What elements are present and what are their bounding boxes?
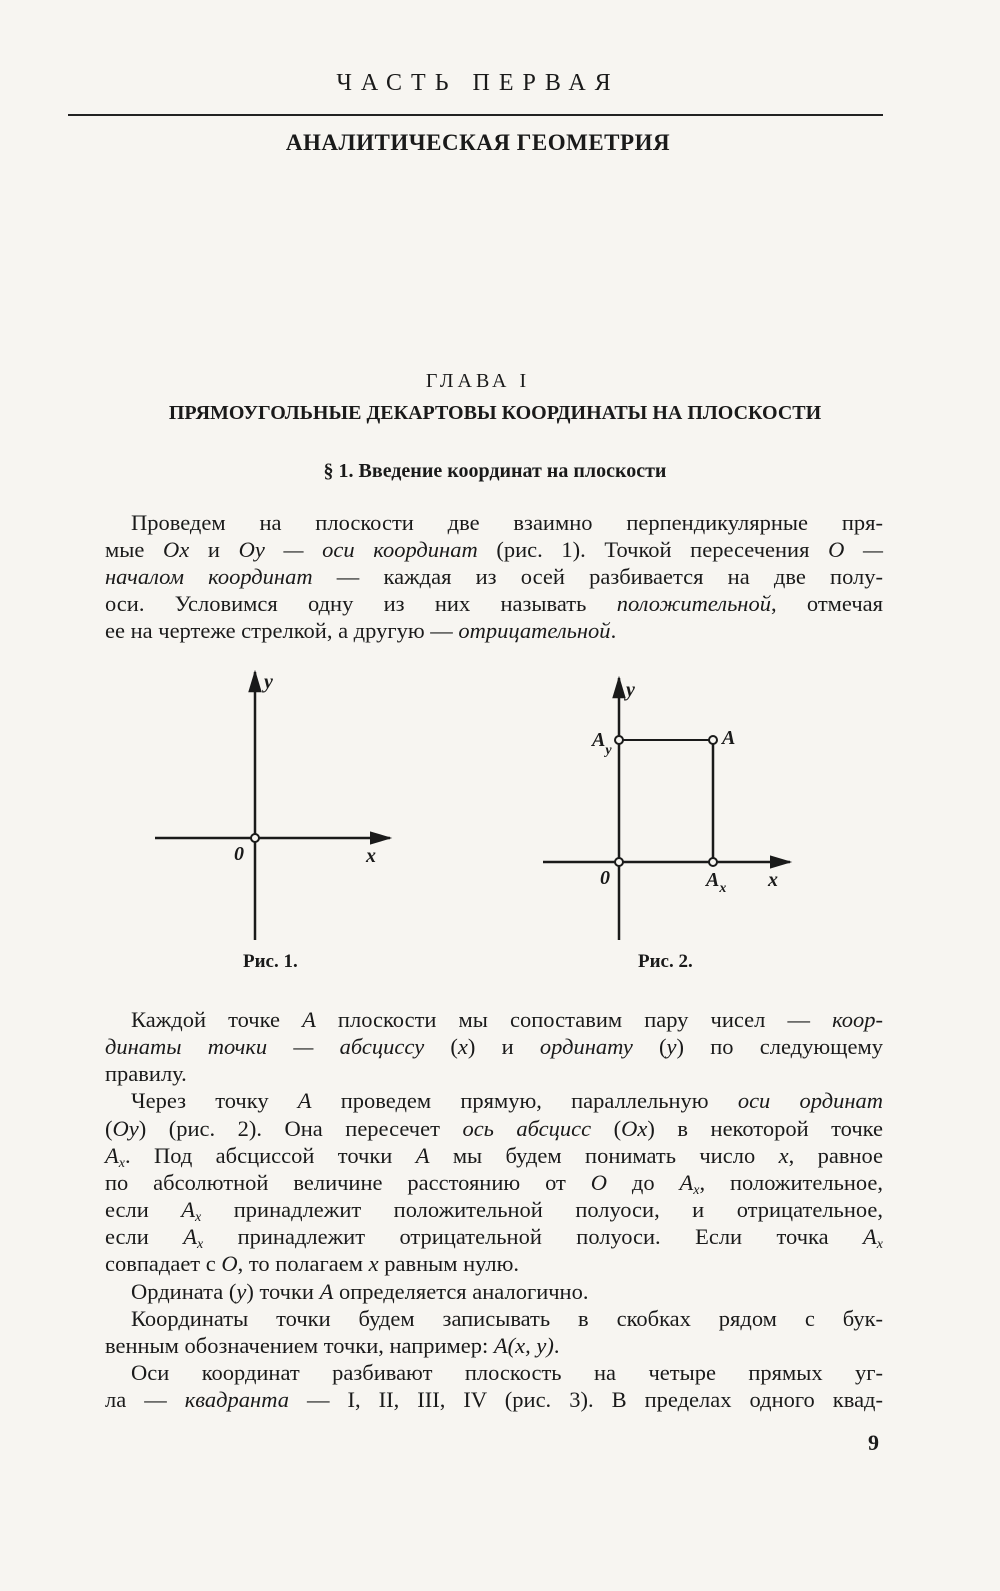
origin-label: 0 (234, 843, 244, 865)
figure-1-caption: Рис. 1. (243, 951, 298, 972)
italic-text: A (105, 1142, 119, 1168)
point-a-label: A (722, 727, 736, 749)
italic-text: y (666, 1034, 677, 1060)
text-line (105, 1196, 883, 1226)
text-segment: принадлежит положительной полуоси, и отрицательное, (201, 1197, 883, 1223)
text-segment: (рис. 1). Точкой пересечения (477, 537, 829, 563)
text-segment: определяется аналогично. (333, 1278, 589, 1304)
text-segment: если (105, 1224, 184, 1250)
subscript: x (195, 1210, 202, 1226)
italic-text: Oy — оси координат (238, 537, 478, 563)
italic-text: A (297, 1088, 312, 1114)
text-segment: принадлежит отрицательной полуоси. Если точка (203, 1224, 864, 1250)
text-segment: ее на чертеже стрелкой, а другую — (105, 618, 459, 644)
text-segment: — I, II, III, IV (рис. 3). В пределах одного квад- (288, 1387, 883, 1413)
y-axis-label: y (626, 679, 635, 701)
italic-text: A (679, 1169, 694, 1195)
italic-text: квадранта (184, 1387, 289, 1413)
text-segment: мые (105, 537, 163, 563)
x-axis-label: x (768, 869, 778, 891)
subscript: x (876, 1237, 883, 1253)
italic-text: Oy (112, 1115, 139, 1141)
text-segment: ( (632, 1034, 667, 1060)
text-segment: Каждой точке (131, 1007, 303, 1032)
figure-2-caption: Рис. 2. (638, 951, 693, 972)
text-line (105, 536, 883, 563)
text-line (105, 1250, 883, 1277)
text-segment: — каждая из осей разбивается на две полу- (312, 564, 883, 590)
text-line (105, 1169, 883, 1196)
subscript: x (196, 1237, 204, 1253)
italic-text: Ox (163, 537, 190, 563)
text-segment: проведем прямую, параллельную (311, 1088, 738, 1114)
text-line (105, 1305, 883, 1332)
italic-text: y (236, 1278, 247, 1304)
text-segment: . (553, 1332, 560, 1358)
text-segment: , отмечая (770, 591, 883, 617)
text-segment: равным нулю. (378, 1251, 520, 1277)
text-line (105, 1033, 883, 1060)
text-segment: ( (424, 1034, 458, 1060)
text-segment: Координаты точки будем записывать в скобках рядом с бук- (131, 1305, 883, 1331)
italic-text: A (415, 1142, 430, 1168)
text-line (105, 509, 883, 536)
italic-text: A (863, 1224, 877, 1250)
text-segment: . Под абсциссой точки (124, 1142, 416, 1168)
italic-text: O — (828, 537, 883, 563)
text-segment: , равное (788, 1142, 883, 1168)
text-segment: , то полагаем (237, 1251, 369, 1277)
figure-2 (543, 678, 790, 940)
text-line (105, 1006, 883, 1033)
italic-text: x (778, 1142, 789, 1168)
text-segment: ) в некоторой точке (647, 1115, 883, 1141)
text-segment: по абсолютной величине расстоянию от (105, 1169, 591, 1195)
text-segment: Проведем на плоскости две взаимно перпендикулярные пря- (131, 510, 883, 535)
chapter-title: ПРЯМОУГОЛЬНЫЕ ДЕКАРТОВЫ КООРДИНАТЫ НА ПЛОСКОСТИ (168, 402, 822, 424)
italic-text: A(x, y) (493, 1332, 554, 1358)
part-heading: ЧАСТЬ ПЕРВАЯ (336, 70, 620, 96)
text-segment: ) и (467, 1034, 540, 1060)
italic-text: O (221, 1251, 238, 1277)
italic-text: оси ординат (737, 1088, 883, 1114)
text-segment: если (105, 1197, 182, 1223)
point-ay (615, 736, 623, 744)
text-segment: . (610, 618, 617, 644)
text-line (105, 1278, 883, 1305)
text-segment: Ордината ( (131, 1278, 237, 1304)
ax-label: $A_x$ (706, 869, 727, 896)
italic-text: динаты точки — абсциссу (105, 1034, 425, 1060)
figure-1 (155, 671, 390, 940)
italic-text: положительной (616, 591, 771, 617)
text-segment: ) по следующему (676, 1034, 883, 1060)
text-line (105, 1359, 883, 1386)
text-segment: мы будем понимать число (429, 1142, 779, 1168)
origin-point (615, 858, 623, 866)
italic-text: Ox (621, 1115, 648, 1141)
italic-text: началом координат (105, 564, 313, 590)
text-line (105, 1332, 883, 1359)
page-number: 9 (868, 1430, 879, 1455)
text-line (105, 1115, 883, 1142)
text-segment: ( (105, 1115, 113, 1141)
text-line (105, 563, 883, 590)
italic-text: O (590, 1169, 608, 1195)
section-title: § 1. Введение координат на плоскости (323, 460, 667, 482)
text-line (105, 1386, 883, 1413)
y-axis-label: y (264, 671, 273, 693)
subscript: x (693, 1182, 700, 1198)
point-a (709, 736, 717, 744)
text-segment: ла — (105, 1387, 185, 1413)
text-line (105, 1087, 883, 1114)
italic-text: A (183, 1224, 197, 1250)
part-title: АНАЛИТИЧЕСКАЯ ГЕОМЕТРИЯ (285, 130, 671, 155)
italic-text: x (368, 1251, 379, 1277)
subscript: x (118, 1155, 125, 1171)
text-segment: правилу. (105, 1061, 187, 1087)
italic-text: A (319, 1278, 334, 1304)
header-rule (68, 114, 883, 116)
text-segment: венным обозначением точки, например: (105, 1332, 494, 1358)
text-segment: совпадает с (105, 1251, 222, 1277)
x-axis-label: x (366, 845, 376, 867)
italic-text: A (181, 1197, 196, 1223)
text-segment: ( (591, 1115, 622, 1141)
text-line (105, 1142, 883, 1169)
italic-text: A (302, 1007, 316, 1032)
text-segment: Оси координат разбивают плоскость на четыре прямых уг- (131, 1359, 883, 1385)
text-segment: ) (рис. 2). Она пересечет (138, 1115, 463, 1141)
text-line (105, 617, 883, 644)
italic-text: ось абсцисс (462, 1115, 592, 1141)
text-line (105, 1223, 883, 1253)
text-segment: до (607, 1169, 680, 1195)
text-segment: плоскости мы сопоставим пару чисел — (315, 1007, 833, 1032)
text-segment: и (189, 537, 239, 563)
text-segment: ) точки (246, 1278, 320, 1304)
origin-point (251, 834, 259, 842)
text-line (105, 1060, 883, 1087)
chapter-label: ГЛАВА I (425, 370, 531, 392)
figures (0, 660, 1000, 950)
text-segment: , положительное, (699, 1169, 884, 1195)
ay-label: $A_y$ (592, 729, 612, 758)
italic-text: коор- (832, 1007, 883, 1032)
text-line (105, 590, 883, 617)
italic-text: отрицательной (458, 618, 611, 644)
italic-text: ординату (539, 1034, 633, 1060)
text-segment: Через точку (131, 1088, 298, 1114)
text-segment: оси. Условимся одну из них называть (105, 591, 617, 617)
origin-label: 0 (600, 867, 610, 889)
point-ax (709, 858, 717, 866)
italic-text: x (457, 1034, 468, 1060)
